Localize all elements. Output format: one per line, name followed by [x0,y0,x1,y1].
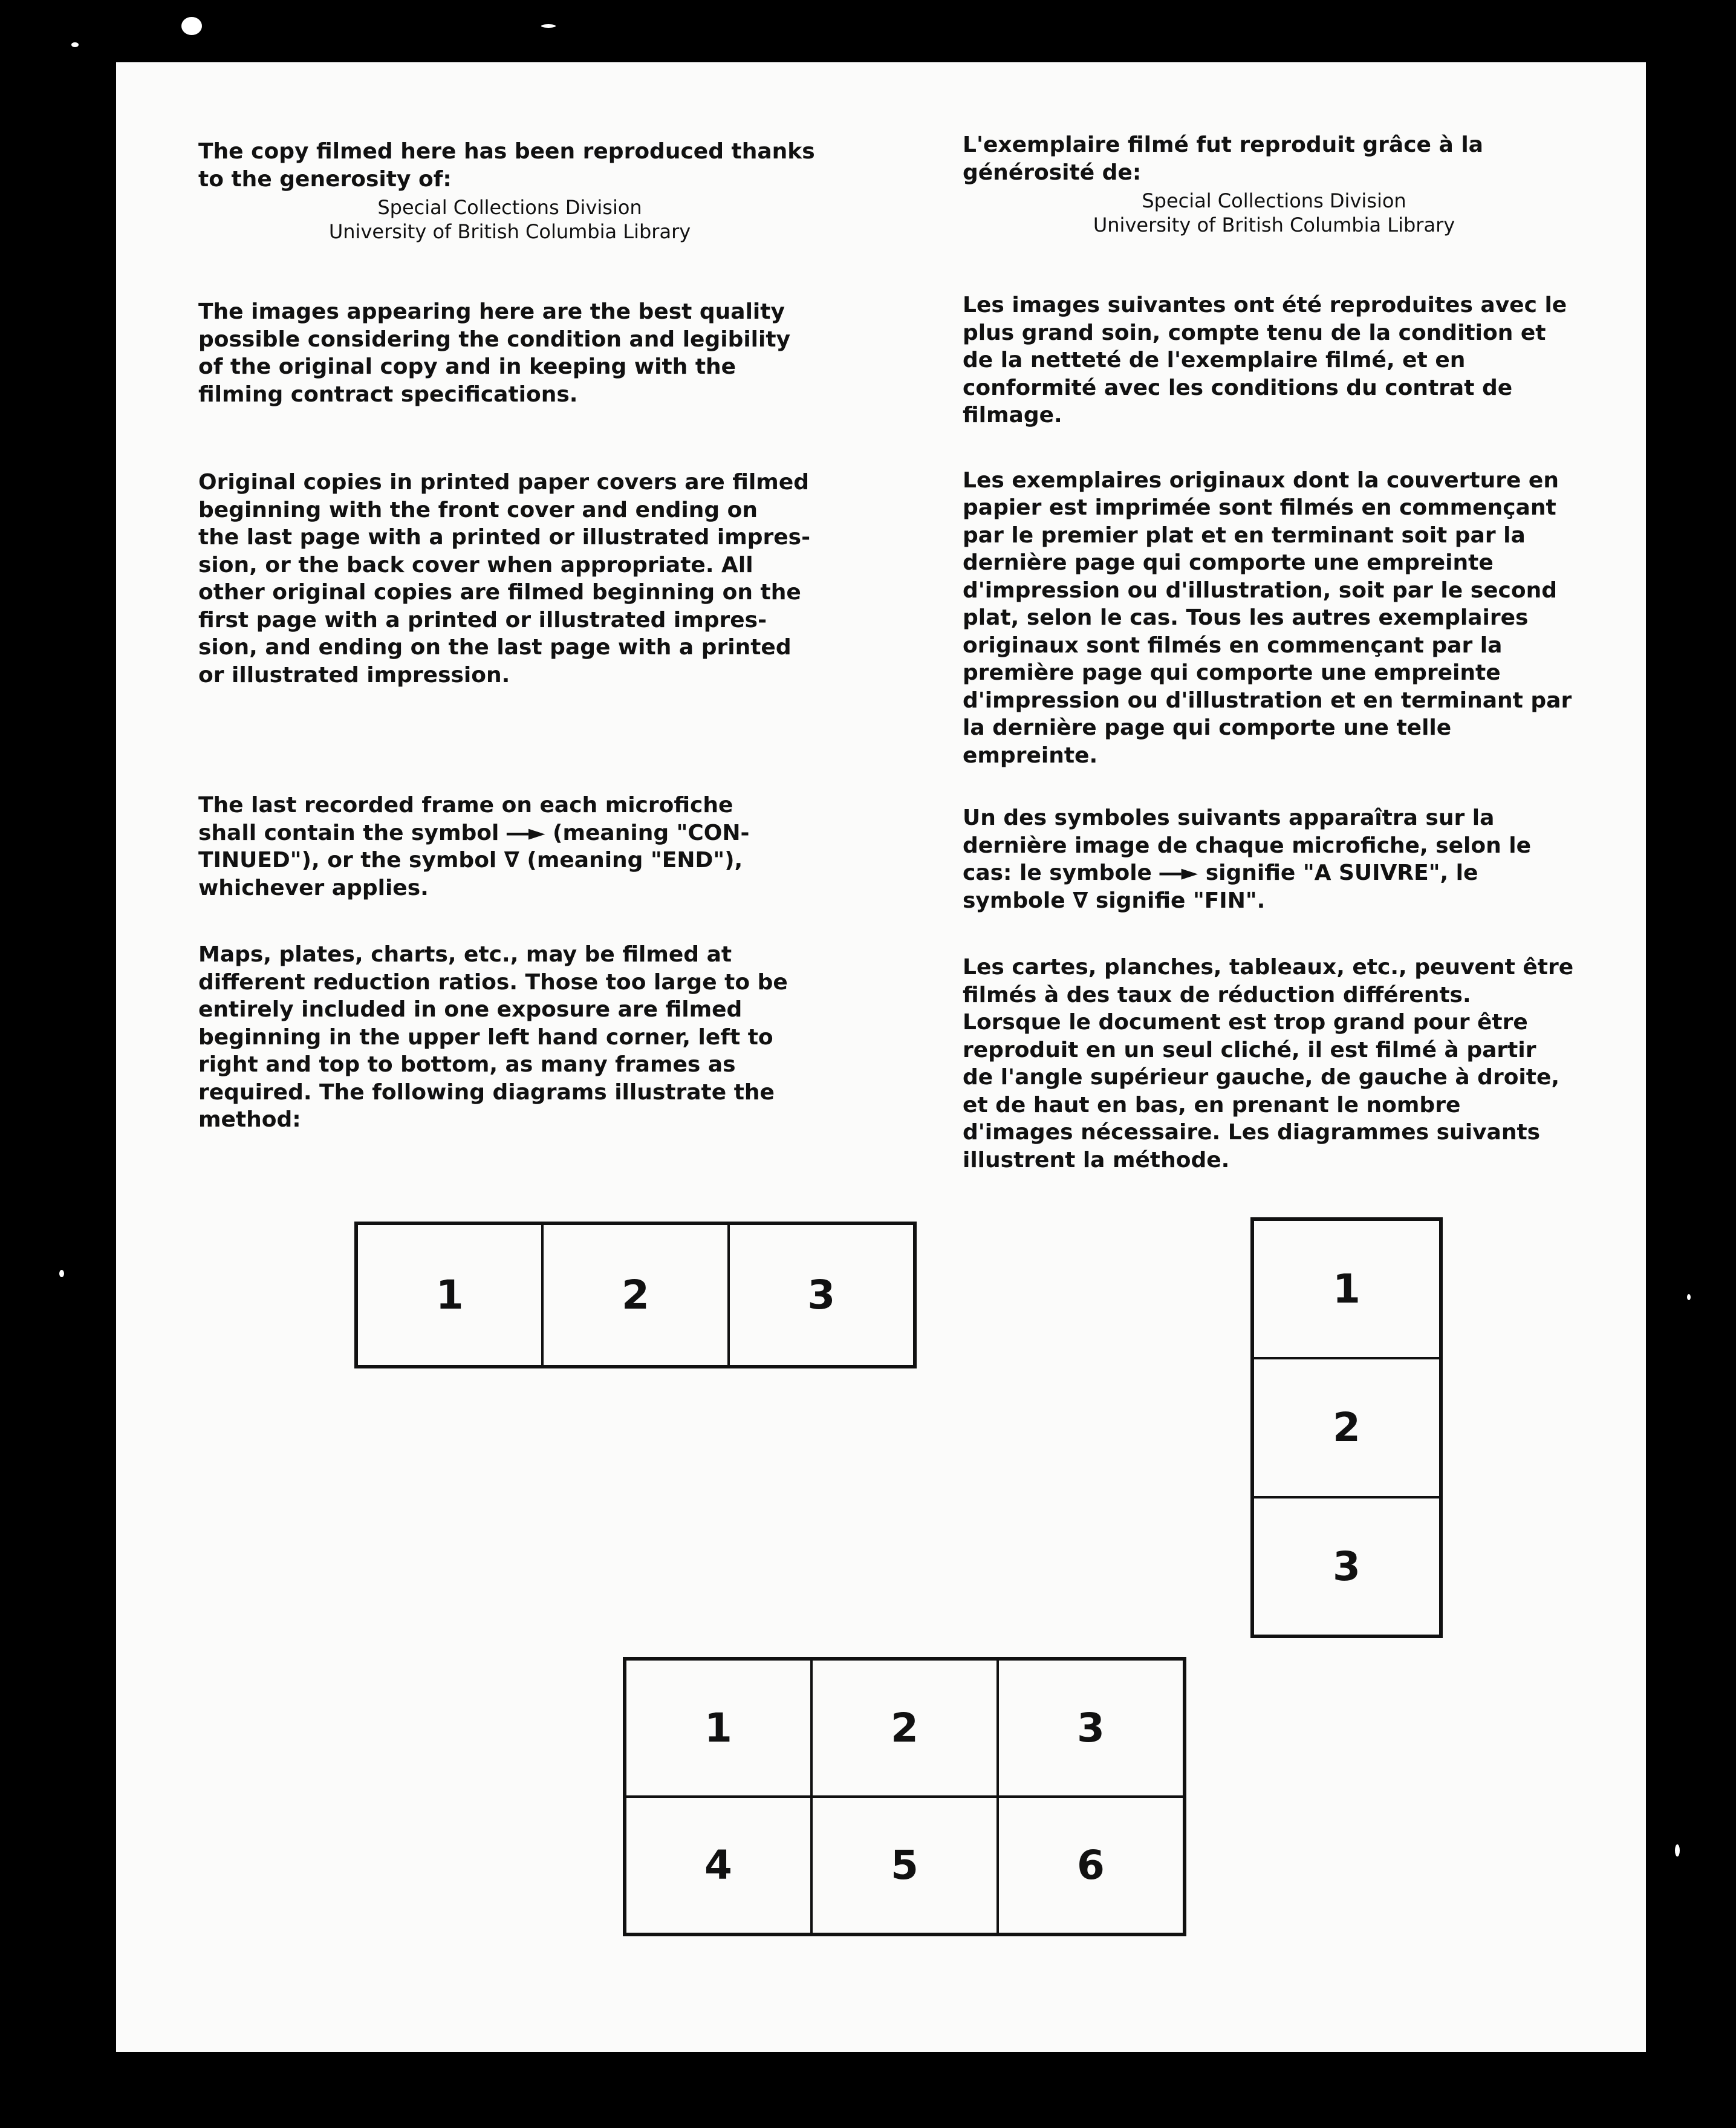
frame-cell: 3 [1253,1497,1440,1636]
frame-cell: 2 [542,1224,728,1366]
dust-speck [71,42,79,47]
french-symbols: Un des symboles suivants apparaîtra sur la dernière image de chaque microfiche, selon le cas: le symbole ―► signifie "A SUIVRE", le symbole ∇ signifie "FIN". [963,805,1532,913]
french-column [963,131,1585,1174]
frame-cell: 1 [625,1659,811,1797]
english-credit: Special Collections Division University of British Columbia Library [328,196,691,243]
french-intro: L'exemplaire filmé fut reproduit grâce à la générosité de: [963,132,1483,185]
english-quality: The images appearing here are the best quality possible considering the condition and legibility of the original copy and in keeping with the filming contract specifications. [198,299,791,407]
frame-cell: 1 [1253,1220,1440,1358]
microfiche-target-sheet [116,62,1646,2052]
french-credit: Special Collections Division University of British Columbia Library [1093,189,1455,236]
english-column [198,138,821,1134]
dust-speck [59,1270,64,1277]
english-originals: Original copies in printed paper covers are filmed beginning with the front cover and ending on the last page with a printed or illustrated impres- sion, or the back cover when appropriate. All other original copies are filmed beginning on the first page with a printed or illustrated impres- sion, and ending on the last page with a printed or illustrated impression. [198,470,811,688]
dust-speck [181,17,202,35]
frame-cell: 3 [998,1659,1184,1797]
english-intro: The copy filmed here has been reproduced thanks to the generosity of: [198,139,815,192]
french-quality: Les images suivantes ont été reproduites avec le plus grand soin, compte tenu de la condition et de la netteté de l'exemplaire filmé, et en conformité avec les conditions du contrat de filmage. [963,293,1567,428]
grid-frame-diagram [623,1657,1186,1936]
frame-cell: 2 [1253,1358,1440,1497]
dust-speck [541,24,556,28]
french-maps: Les cartes, planches, tableaux, etc., peuvent être filmés à des taux de réduction différents. Lorsque le document est trop grand pour être reproduit en un seul cliché, il est filmé à partir de l'angle supérieur gauche, de gauche à droite, et de haut en bas, en prenant le nombre d'images nécessaire. Les diagrammes suivants illustrent la méthode. [963,955,1574,1173]
frame-cell: 3 [729,1224,914,1366]
frame-cell: 6 [998,1797,1184,1934]
vertical-frame-diagram [1250,1217,1443,1638]
english-symbols: The last recorded frame on each microfiche shall contain the symbol ―► (meaning "CON- TINUED"), or the symbol ∇ (meaning "END"), whichever applies. [198,793,750,900]
frame-cell: 1 [357,1224,542,1366]
frame-cell: 5 [811,1797,998,1934]
frame-cell: 4 [625,1797,811,1934]
english-maps: Maps, plates, charts, etc., may be filmed at different reduction ratios. Those too large to be entirely included in one exposure are filmed beginning in the upper left hand corner, left to right and top to bottom, as many frames as required. The following diagrams illustrate the method: [198,942,788,1132]
french-originals: Les exemplaires originaux dont la couverture en papier est imprimée sont filmés en commençant par le premier plat et en terminant soit par la dernière page qui comporte une empreinte d'impression ou d'illustration, soit par le second plat, selon le cas. Tous les autres exemplaires originaux sont filmés en commençant par la première page qui comporte une empreinte d'impression ou d'illustration et en terminant par la dernière page qui comporte une telle empreinte. [963,467,1572,768]
dust-speck [1675,1844,1680,1856]
dust-speck [1687,1294,1691,1300]
horizontal-frame-diagram [354,1222,917,1368]
frame-cell: 2 [811,1659,998,1797]
